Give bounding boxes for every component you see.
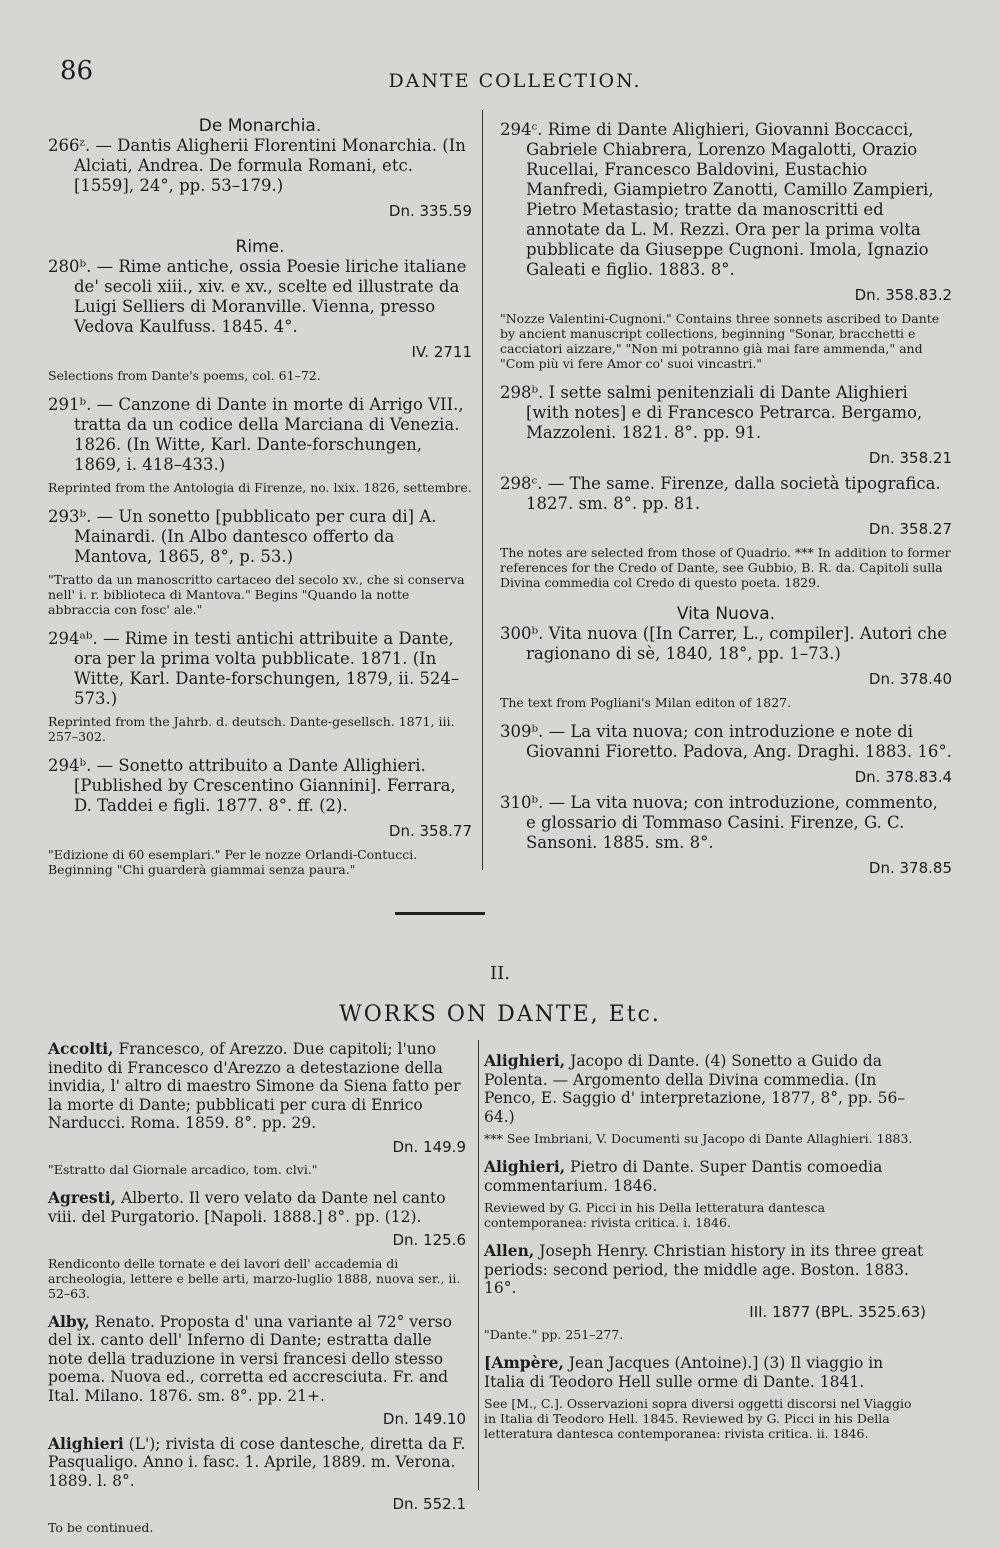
entry-266z: 266ᶻ. — Dantis Aligherii Florentini Monarchia. (In Alciati, Andrea. De formula Romani, etc. [1559], 24°, pp. 53–179.)	[48, 136, 466, 195]
work-alby: Alby, Renato. Proposta d' una variante al 72° verso del ix. canto dell' Inferno di Dante; estratta dalle note della traduzione in versi francesi dello stesso poema. Nuova ed., corretta ed accresciuta. Fr. and Ital. Milano. 1876. sm. 8°. pp. 21+.	[48, 1311, 452, 1405]
call-number: IV. 2711	[411, 343, 472, 361]
works-right-column	[484, 1052, 926, 1453]
call-number: Dn. 358.77	[388, 822, 472, 840]
works-left-column	[48, 1040, 466, 1547]
entry-293b: 293ᵇ. — Un sonetto [pubblicato per cura di] A. Mainardi. (In Albo dantesco offerto da Mantova, 1865, 8°, p. 53.)	[48, 507, 437, 566]
running-head-text: DANTE COLLECTION.	[388, 70, 642, 92]
entry-note: The notes are selected from those of Quadrio. *** In addition to former references for the Credo of Dante, see Gubbio, B. R. da. Capitoli sulla Divina commedia col Credo di questo poeta. 1829.	[500, 545, 951, 590]
part-number: II.	[490, 963, 510, 984]
entry-291b: 291ᵇ. — Canzone di Dante in morte di Arrigo VII., tratta da un codice della Marciana di Venezia. 1826. (In Witte, Karl. Dante-forschungen, 1869, i. 418–433.)	[48, 395, 464, 474]
work-accolti: Accolti, Francesco, of Arezzo. Due capitoli; l'uno inedito di Francesco d'Arezzo a detestazione della invidia, l' altro di maestro Simone da Siena fatto per la morte di Dante; pubblicati per cura di Enrico Narducci. Roma. 1859. 8°. pp. 29.	[48, 1039, 461, 1132]
entry-294c: 294ᶜ. Rime di Dante Alighieri, Giovanni Boccacci, Gabriele Chiabrera, Lorenzo Magalotti, Orazio Rucellai, Francesco Baldovini, Eustachio Manfredi, Giampietro Zanotti, Camillo Zampieri, Pietro Metastasio; tratte da manoscritti ed annotate da L. M. Rezzi. Ora per la prima volta pubblicate da Giuseppe Cugnoni. Imola, Ignazio Galeati e figlio. 1883. 8°.	[500, 120, 934, 279]
work-allen: Allen, Joseph Henry. Christian history in its three great periods: second period, the middle age. Boston. 1883. 16°.	[484, 1241, 924, 1297]
entry-note: Rendiconto delle tornate e dei lavori dell' accademia di archeologia, lettere e belle arti, marzo-luglio 1888, nuova ser., ii. 52–63.	[48, 1255, 461, 1301]
section-heading-rime: Rime.	[235, 237, 285, 257]
work-alighieri-jacopo: Alighieri, Jacopo di Dante. (4) Sonetto a Guido da Polenta. — Argomento della Divina commedia. (In Penco, E. Saggio d' interpretazione, 1877, 8°, pp. 56–64.)	[484, 1051, 906, 1126]
entry-298b: 298ᵇ. I sette salmi penitenziali di Dante Alighieri [with notes] e di Francesco Petrarca. Bergamo, Mazzoleni. 1821. 8°. pp. 91.	[500, 383, 923, 442]
entry-note: "Nozze Valentini-Cugnoni." Contains three sonnets ascribed to Dante by ancient manuscript collections, beginning "Sonar, bracchetti e cacciatori aizzare," "Non mi potranno già mai fare ammenda," and "Com più vi fere Amor co' suoi vincastri."	[500, 311, 940, 371]
work-alighieri-rivista: Alighieri (L'); rivista di cose dantesche, diretta da F. Pasqualigo. Anno i. fasc. 1. Aprile, 1889. m. Verona. 1889. l. 8°.	[48, 1433, 466, 1490]
call-number: Dn. 149.10	[382, 1410, 466, 1428]
call-number: Dn. 552.1	[392, 1495, 466, 1513]
entry-note: "Edizione di 60 esemplari." Per le nozze Orlandi-Contucci. Beginning "Chi guarderà giammai senza paura."	[48, 847, 418, 877]
page-number: 86	[60, 56, 94, 86]
entry-note: See [M., C.]. Osservazioni sopra diversi oggetti discorsi nel Viaggio in Italia di Teodoro Hell. 1845. Reviewed by G. Picci in his Della letteratura dantesca contemporanea: rivista critica. ii. 1846.	[484, 1396, 912, 1441]
entry-note: Reprinted from the Antologia di Firenze, no. lxix. 1826, settembre.	[48, 480, 472, 495]
section-rule	[395, 912, 485, 915]
section-heading-monarchia: De Monarchia.	[198, 116, 322, 136]
entry-294ab: 294ᵃᵇ. — Rime in testi antichi attribuite a Dante, ora per la prima volta pubblicate. 1871. (In Witte, Karl. Dante-forschungen, 1879, ii. 524–573.)	[48, 629, 460, 708]
call-number: Dn. 149.9	[392, 1137, 466, 1156]
part-title: WORKS ON DANTE, Etc.	[339, 1002, 661, 1027]
running-head	[0, 70, 1000, 92]
column-divider	[478, 1040, 479, 1490]
call-number: Dn. 125.6	[392, 1231, 466, 1249]
work-alighieri-pietro: Alighieri, Pietro di Dante. Super Dantis comoedia commentarium. 1846.	[484, 1157, 883, 1195]
call-number: Dn. 378.40	[868, 670, 952, 688]
work-agresti: Agresti, Alberto. Il vero velato da Dante nel canto viii. del Purgatorio. [Napoli. 1888.] 8°. pp. (12).	[48, 1188, 446, 1226]
call-number: III. 1877 (BPL. 3525.63)	[749, 1302, 926, 1321]
entry-280b: 280ᵇ. — Rime antiche, ossia Poesie liriche italiane de' secoli xiii., xiv. e xv., scelte ed illustrate da Luigi Selliers di Moranville. Vienna, presso Vedova Kaulfuss. 1845. 4°.	[48, 257, 467, 336]
call-number: Dn. 358.27	[868, 520, 952, 538]
entry-309b: 309ᵇ. — La vita nuova; con introduzione e note di Giovanni Fioretto. Padova, Ang. Draghi. 1883. 16°.	[500, 722, 952, 761]
entry-note: Reviewed by G. Picci in his Della letteratura dantesca contemporanea: rivista critica. i. 1846.	[484, 1200, 826, 1230]
entry-note: *** See Imbriani, V. Documenti su Jacopo di Dante Allaghieri. 1883.	[484, 1131, 913, 1146]
entry-note: Selections from Dante's poems, col. 61–72.	[48, 368, 321, 383]
entry-298c: 298ᶜ. — The same. Firenze, dalla società tipografica. 1827. sm. 8°. pp. 81.	[500, 474, 941, 513]
entry-note: "Tratto da un manoscritto cartaceo del secolo xv., che si conserva nell' i. r. biblioteca di Mantova." Begins "Quando la notte abbraccia con fosc' ale."	[48, 572, 465, 617]
section-heading-vita-nuova: Vita Nuova.	[676, 604, 776, 624]
entry-note: "Estratto dal Giornale arcadico, tom. clvi."	[48, 1162, 318, 1177]
right-column	[500, 120, 952, 884]
call-number: Dn. 378.83.4	[854, 768, 952, 786]
left-column	[48, 116, 472, 889]
column-divider	[482, 110, 483, 870]
call-number: Dn. 335.59	[388, 202, 472, 220]
entry-300b: 300ᵇ. Vita nuova ([In Carrer, L., compiler]. Autori che ragionano di sè, 1840, 18°, pp. 1–73.)	[500, 624, 947, 663]
entry-note: The text from Pogliani's Milan editon of 1827.	[500, 695, 792, 710]
work-ampere: [Ampère, Jean Jacques (Antoine).] (3) Il viaggio in Italia di Teodoro Hell sulle orme di Dante. 1841.	[484, 1353, 884, 1391]
entry-note: To be continued.	[48, 1519, 154, 1535]
entry-note: "Dante." pp. 251–277.	[484, 1327, 624, 1342]
entry-294b: 294ᵇ. — Sonetto attribuito a Dante Allighieri. [Published by Crescentino Giannini]. Ferrara, D. Taddei e figli. 1877. 8°. ff. (2).	[48, 756, 456, 815]
call-number: Dn. 378.85	[868, 859, 952, 877]
entry-310b: 310ᵇ. — La vita nuova; con introduzione, commento, e glossario di Tommaso Casini. Firenze, G. C. Sansoni. 1885. sm. 8°.	[500, 793, 938, 852]
call-number: Dn. 358.83.2	[854, 286, 952, 304]
entry-note: Reprinted from the Jahrb. d. deutsch. Dante-gesellsch. 1871, iii. 257–302.	[48, 714, 455, 744]
call-number: Dn. 358.21	[868, 449, 952, 467]
